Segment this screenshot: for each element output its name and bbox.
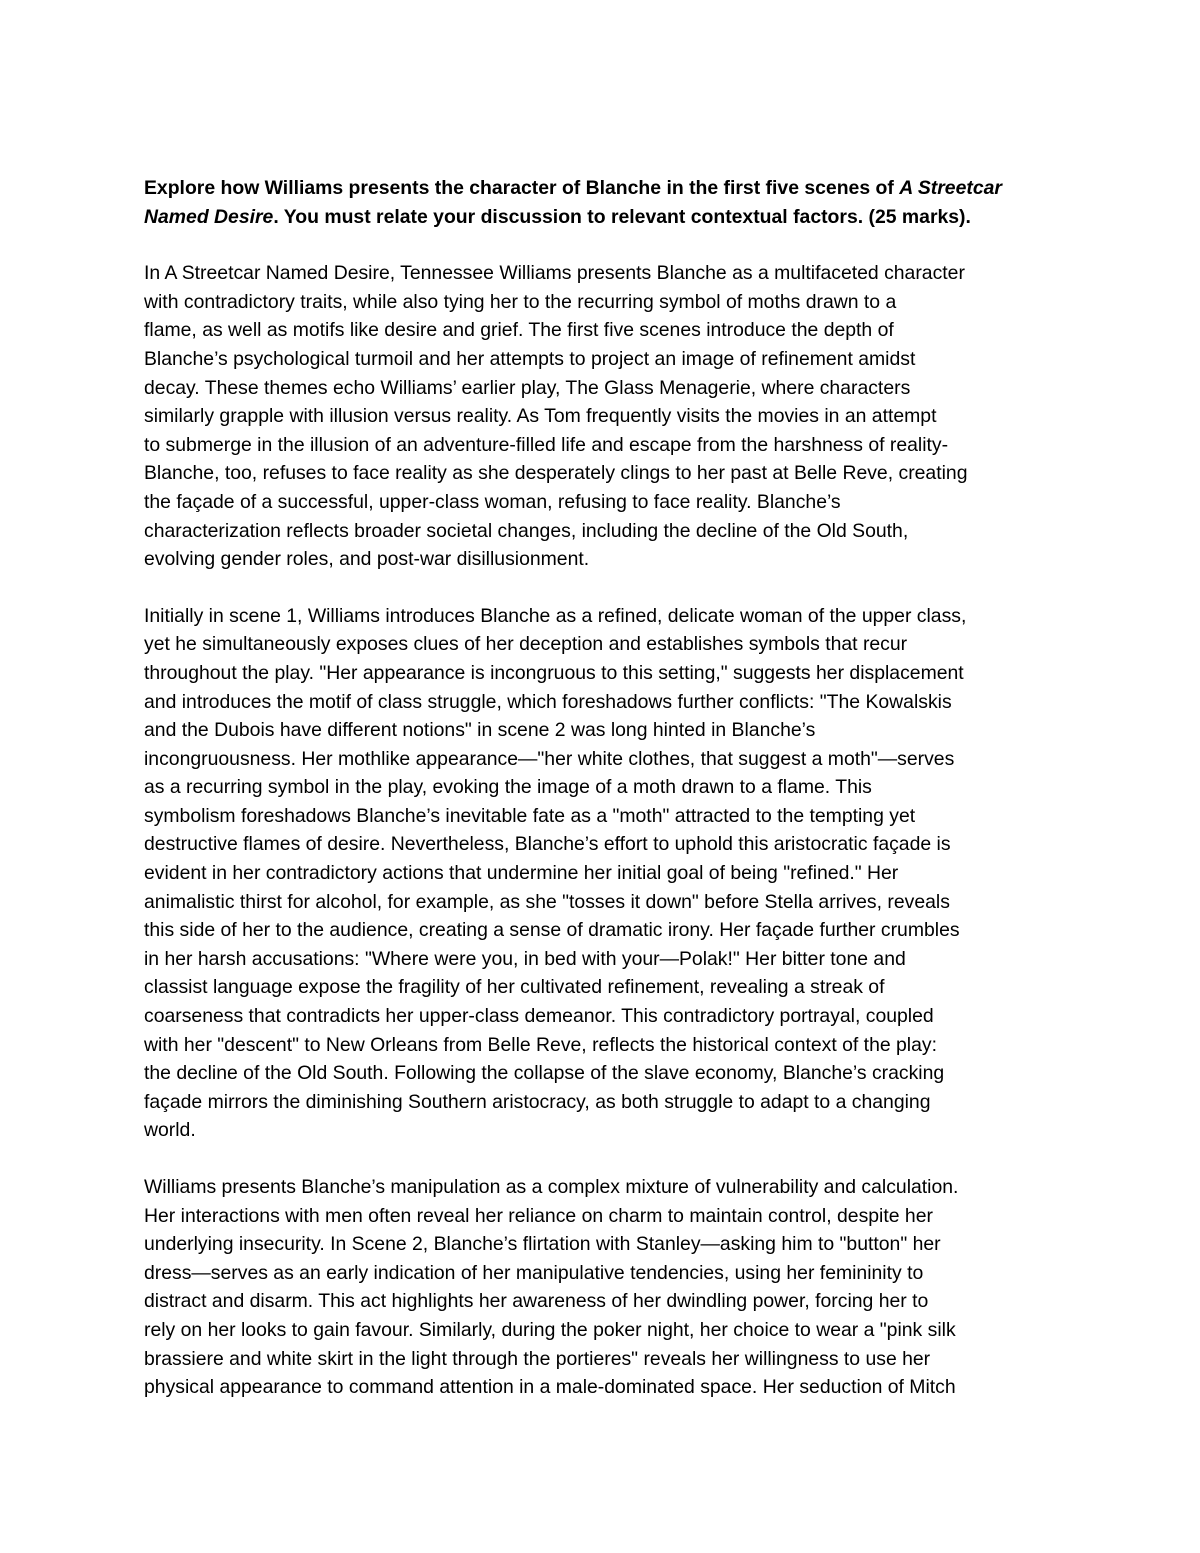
text-line: physical appearance to command attention in a male-dominated space. Her seduction of Mitch	[144, 1376, 956, 1399]
prompt-line	[144, 174, 1060, 203]
text-line: classist language expose the fragility of her cultivated refinement, revealing a streak of	[144, 976, 885, 999]
essay-prompt	[144, 174, 1060, 231]
text-line: this side of her to the audience, creating a sense of dramatic irony. Her façade further crumbles	[144, 919, 960, 942]
text-line: the decline of the Old South. Following the collapse of the slave economy, Blanche’s cracking	[144, 1062, 945, 1085]
text-line: destructive flames of desire. Nevertheless, Blanche’s effort to uphold this aristocratic façade is	[144, 833, 951, 856]
text-line: yet he simultaneously exposes clues of her deception and establishes symbols that recur	[144, 633, 908, 656]
paragraph-scene-one	[144, 602, 1060, 1145]
text-line: as a recurring symbol in the play, evoking the image of a moth drawn to a flame. This	[144, 776, 872, 799]
text-line: symbolism foreshadows Blanche’s inevitable fate as a "moth" attracted to the tempting yet	[144, 804, 916, 827]
document-body	[144, 174, 1060, 1430]
play-title: Named Desire	[144, 205, 274, 228]
text-line: Blanche’s psychological turmoil and her attempts to project an image of refinement amidst	[144, 347, 916, 370]
prompt-text: Explore how Williams presents the character of Blanche in the first five scenes of	[144, 177, 900, 199]
text-line: distract and disarm. This act highlights her awareness of her dwindling power, forcing her to	[144, 1290, 929, 1313]
text-line: throughout the play. "Her appearance is incongruous to this setting," suggests her displacement	[144, 661, 964, 684]
text-line: Blanche, too, refuses to face reality as she desperately clings to her past at Belle Reve, creating	[144, 462, 968, 485]
text-line: Her interactions with men often reveal her reliance on charm to maintain control, despite her	[144, 1204, 933, 1227]
text-line: evident in her contradictory actions that undermine her initial goal of being "refined." Her	[144, 862, 899, 885]
prompt-line	[144, 203, 1060, 232]
text-line: with contradictory traits, while also tying her to the recurring symbol of moths drawn to a	[144, 290, 897, 313]
prompt-text: . You must relate your discussion to relevant contextual factors. (25 marks).	[273, 205, 971, 228]
text-line: and the Dubois have different notions" in scene 2 was long hinted in Blanche’s	[144, 719, 816, 742]
text-line: underlying insecurity. In Scene 2, Blanche’s flirtation with Stanley—asking him to "button" her	[144, 1233, 941, 1256]
text-line: Initially in scene 1, Williams introduces Blanche as a refined, delicate woman of the upper class,	[144, 604, 967, 627]
text-line: dress—serves as an early indication of her manipulative tendencies, using her femininity to	[144, 1261, 924, 1284]
text-line: façade mirrors the diminishing Southern aristocracy, as both struggle to adapt to a changing	[144, 1090, 931, 1113]
text-line: with her "descent" to New Orleans from Belle Reve, reflects the historical context of the play:	[144, 1033, 937, 1056]
text-line: rely on her looks to gain favour. Similarly, during the poker night, her choice to wear a "pink silk	[144, 1318, 956, 1341]
text-line: coarseness that contradicts her upper-class demeanor. This contradictory portrayal, coupled	[144, 1005, 934, 1028]
text-line: in her harsh accusations: "Where were you, in bed with your—Polak!" Her bitter tone and	[144, 947, 906, 970]
play-title: A Streetcar	[899, 177, 1002, 199]
text-line: and introduces the motif of class struggle, which foreshadows further conflicts: "The Kowalskis	[144, 690, 952, 713]
text-line: flame, as well as motifs like desire and grief. The first five scenes introduce the depth of	[144, 319, 894, 342]
text-line: brassiere and white skirt in the light through the portieres" reveals her willingness to use her	[144, 1347, 931, 1370]
text-line: animalistic thirst for alcohol, for example, as she "tosses it down" before Stella arrives, reveals	[144, 890, 950, 913]
paragraph-manipulation	[144, 1173, 1060, 1402]
text-line: decay. These themes echo Williams’ earlier play, The Glass Menagerie, where characters	[144, 376, 911, 399]
text-line: incongruousness. Her mothlike appearance—"her white clothes, that suggest a moth"—serves	[144, 747, 955, 770]
paragraph-introduction	[144, 259, 1060, 574]
text-line: In A Streetcar Named Desire, Tennessee Williams presents Blanche as a multifaceted character	[144, 262, 965, 285]
text-line: the façade of a successful, upper-class woman, refusing to face reality. Blanche’s	[144, 490, 841, 513]
text-line: evolving gender roles, and post-war disillusionment.	[144, 548, 590, 571]
text-line: similarly grapple with illusion versus reality. As Tom frequently visits the movies in an attempt	[144, 405, 937, 428]
text-line: characterization reflects broader societal changes, including the decline of the Old South,	[144, 519, 909, 542]
text-line: Williams presents Blanche’s manipulation as a complex mixture of vulnerability and calculation.	[144, 1176, 959, 1198]
text-line: to submerge in the illusion of an adventure-filled life and escape from the harshness of reality-	[144, 433, 949, 456]
text-line: world.	[144, 1119, 196, 1142]
